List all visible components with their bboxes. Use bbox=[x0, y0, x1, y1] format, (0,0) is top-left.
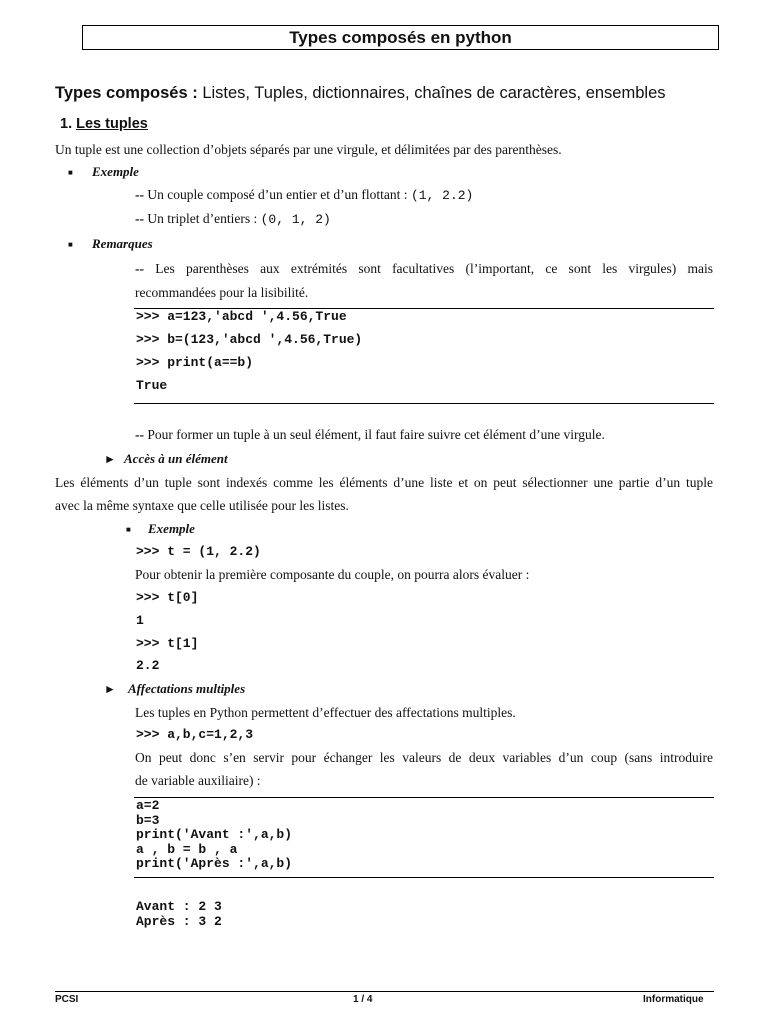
arrow-icon: ► bbox=[104, 682, 116, 696]
remarques-label: Remarques bbox=[92, 236, 153, 251]
swap-output bbox=[136, 900, 222, 929]
section-heading-label: Types composés : bbox=[55, 84, 198, 102]
exemple-label: Exemple bbox=[92, 164, 139, 179]
code-line: >>> t[0] bbox=[136, 590, 199, 605]
code-divider-bottom bbox=[134, 403, 714, 404]
affectations-line-1: Les tuples en Python permettent d’effectuer des affectations multiples. bbox=[135, 705, 516, 720]
dash: -- bbox=[135, 261, 144, 276]
acces-exemple-label: Exemple bbox=[148, 521, 195, 536]
footer-right: Informatique bbox=[643, 994, 704, 1005]
acces-explain: Pour obtenir la première composante du couple, on pourra alors évaluer : bbox=[135, 567, 530, 582]
acces-line-1: Les éléments d’un tuple sont indexés comme les éléments d’une liste et on peut sélectionner une partie d’un tuple bbox=[55, 475, 713, 490]
section-heading-list: Listes, Tuples, dictionnaires, chaînes de caractères, ensembles bbox=[197, 84, 666, 102]
code-line: print('Après :',a,b) bbox=[136, 856, 293, 872]
affectations-line-2: On peut donc s’en servir pour échanger les valeurs de deux variables d’un coup (sans introduire bbox=[135, 750, 713, 765]
section-heading bbox=[55, 84, 666, 103]
code-line: b=3 bbox=[136, 812, 160, 828]
bullet-icon: ■ bbox=[68, 168, 73, 177]
swap-code bbox=[136, 799, 292, 872]
page-number: 1 / 4 bbox=[353, 994, 373, 1005]
intro-text: Un tuple est une collection d’objets séparés par une virgule, et délimitées par des parenthèses. bbox=[55, 142, 562, 157]
code-line: >>> a,b,c=1,2,3 bbox=[136, 727, 254, 742]
dash: -- bbox=[135, 211, 144, 226]
code-line: >>> t[1] bbox=[136, 636, 199, 651]
dash: -- bbox=[135, 427, 144, 442]
subsection-label: Les tuples bbox=[76, 116, 148, 132]
code-line: >>> b=(123,'abcd ',4.56,True) bbox=[136, 332, 363, 347]
code-output: 1 bbox=[136, 613, 144, 628]
footer-left: PCSI bbox=[55, 994, 79, 1005]
couple-line bbox=[135, 187, 473, 203]
code-line: print('Avant :',a,b) bbox=[136, 827, 293, 843]
couple-code: (1, 2.2) bbox=[410, 188, 474, 203]
subsection-title bbox=[60, 116, 148, 132]
triplet-line bbox=[135, 211, 331, 227]
arrow-icon: ► bbox=[104, 452, 116, 466]
affectations-label: Affectations multiples bbox=[128, 681, 246, 696]
footer-divider bbox=[55, 991, 714, 992]
acces-line-2: avec la même syntaxe que celle utilisée pour les listes. bbox=[55, 498, 349, 513]
affectations-line-3: de variable auxiliaire) : bbox=[135, 773, 261, 788]
code-divider-bottom bbox=[134, 877, 714, 878]
code-output: 2.2 bbox=[136, 658, 160, 673]
triplet-code: (0, 1, 2) bbox=[260, 212, 331, 227]
bullet-icon: ■ bbox=[68, 240, 73, 249]
acces-label: Accès à un élément bbox=[124, 451, 228, 466]
bullet-icon: ■ bbox=[126, 525, 131, 534]
dash: -- bbox=[135, 187, 144, 202]
code-divider-top bbox=[134, 797, 714, 798]
subsection-number: 1. bbox=[60, 116, 73, 132]
single-element-line bbox=[135, 427, 605, 443]
remarque-text-1: Les parenthèses aux extrémités sont facultatives (l’important, ce sont les virgules) mais bbox=[144, 261, 713, 276]
code-line: >>> print(a==b) bbox=[136, 355, 254, 370]
code-line: >>> t = (1, 2.2) bbox=[136, 544, 261, 559]
couple-text: Un couple composé d’un entier et d’un flottant : bbox=[144, 187, 411, 202]
remarque-line-1 bbox=[135, 261, 713, 279]
code-line: a , b = b , a bbox=[136, 841, 238, 857]
code-output: True bbox=[136, 378, 168, 393]
page-title: Types composés en python bbox=[82, 25, 719, 50]
code-line: >>> a=123,'abcd ',4.56,True bbox=[136, 309, 347, 324]
code-output: Avant : 2 3 bbox=[136, 899, 222, 914]
remarque-line-2: recommandées pour la lisibilité. bbox=[135, 285, 309, 300]
code-output: Après : 3 2 bbox=[136, 913, 222, 929]
triplet-text: Un triplet d’entiers : bbox=[144, 211, 261, 226]
code-line: a=2 bbox=[136, 798, 160, 813]
single-element-text: Pour former un tuple à un seul élément, il faut faire suivre cet élément d’une virgule. bbox=[144, 427, 605, 442]
